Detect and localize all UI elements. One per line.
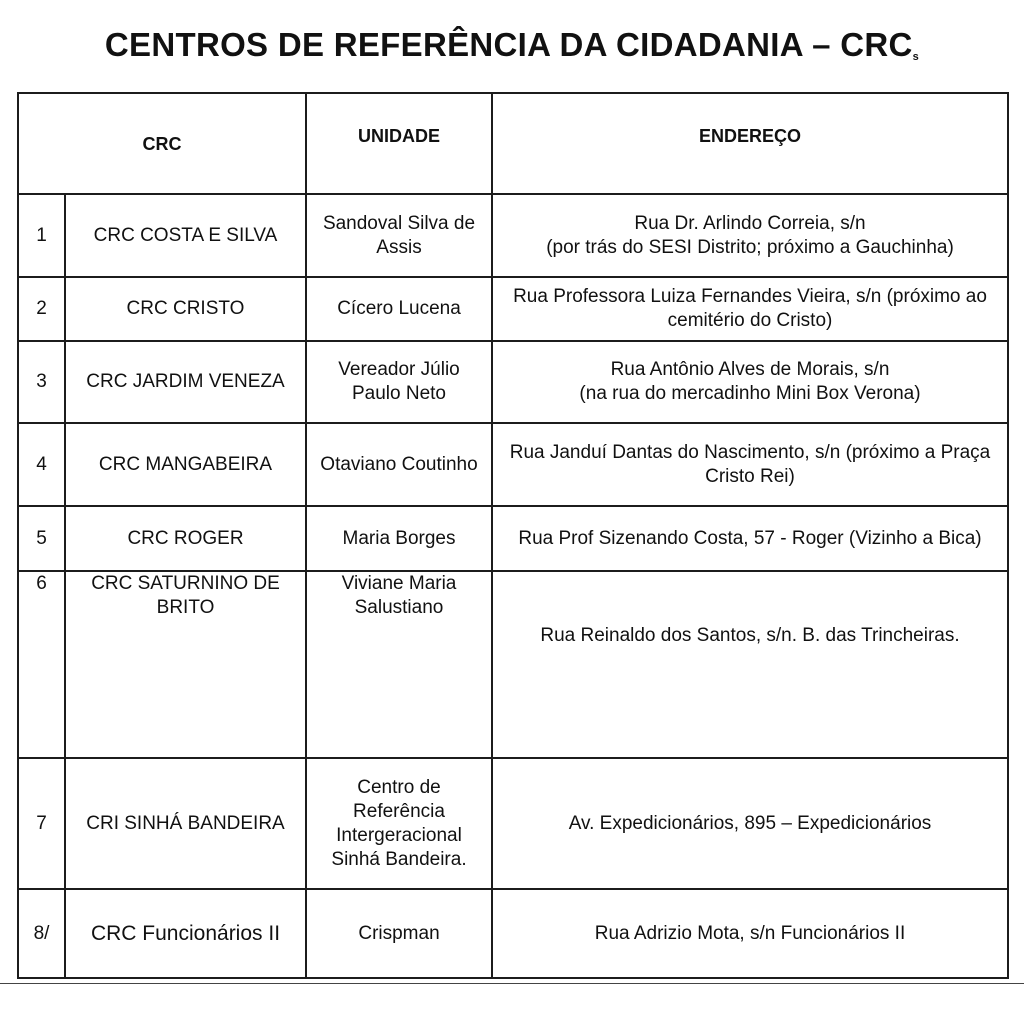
- row-unidade: Crispman: [306, 889, 492, 978]
- crc-table: [17, 92, 1009, 979]
- row-crc: CRC CRISTO: [65, 277, 306, 341]
- row-unidade: Sandoval Silva de Assis: [306, 194, 492, 277]
- table-row: [18, 571, 1008, 758]
- table-row: [18, 889, 1008, 978]
- page-title: CENTROS DE REFERÊNCIA DA CIDADANIA – CRCs: [104, 26, 920, 63]
- row-crc: CRC MANGABEIRA: [65, 423, 306, 506]
- row-crc: CRC Funcionários II: [65, 889, 306, 978]
- row-unidade: Maria Borges: [306, 506, 492, 571]
- row-crc: CRC COSTA E SILVA: [65, 194, 306, 277]
- row-number: 6: [18, 571, 65, 758]
- row-crc: CRC SATURNINO DE BRITO: [65, 571, 306, 758]
- header-unidade: UNIDADE: [306, 93, 492, 194]
- row-number: 4: [18, 423, 65, 506]
- row-endereco: Rua Janduí Dantas do Nascimento, s/n (próximo a Praça Cristo Rei): [492, 423, 1008, 506]
- row-endereco: Rua Antônio Alves de Morais, s/n (na rua do mercadinho Mini Box Verona): [492, 341, 1008, 423]
- row-endereco: Av. Expedicionários, 895 – Expedicionários: [492, 758, 1008, 889]
- row-unidade: Vereador Júlio Paulo Neto: [306, 341, 492, 423]
- table-header-row: [18, 93, 1008, 194]
- table-row: [18, 423, 1008, 506]
- row-endereco: Rua Professora Luiza Fernandes Vieira, s/n (próximo ao cemitério do Cristo): [492, 277, 1008, 341]
- row-endereco: Rua Dr. Arlindo Correia, s/n (por trás do SESI Distrito; próximo a Gauchinha): [492, 194, 1008, 277]
- table-row: [18, 341, 1008, 423]
- row-endereco: Rua Reinaldo dos Santos, s/n. B. das Trincheiras.: [492, 571, 1008, 758]
- row-number: 1: [18, 194, 65, 277]
- row-number: 8/: [18, 889, 65, 978]
- header-endereco: ENDEREÇO: [492, 93, 1008, 194]
- row-endereco: Rua Prof Sizenando Costa, 57 - Roger (Vizinho a Bica): [492, 506, 1008, 571]
- row-number: 7: [18, 758, 65, 889]
- row-unidade: Centro de Referência Intergeracional Sinhá Bandeira.: [306, 758, 492, 889]
- table-row: [18, 758, 1008, 889]
- row-number: 5: [18, 506, 65, 571]
- row-crc: CRC JARDIM VENEZA: [65, 341, 306, 423]
- row-number: 3: [18, 341, 65, 423]
- header-crc: CRC: [18, 93, 306, 194]
- row-crc: CRC ROGER: [65, 506, 306, 571]
- row-crc: CRI SINHÁ BANDEIRA: [65, 758, 306, 889]
- table-row: [18, 194, 1008, 277]
- row-number: 2: [18, 277, 65, 341]
- row-unidade: Otaviano Coutinho: [306, 423, 492, 506]
- row-endereco: Rua Adrizio Mota, s/n Funcionários II: [492, 889, 1008, 978]
- table-row: [18, 277, 1008, 341]
- row-unidade: Viviane Maria Salustiano: [306, 571, 492, 758]
- title-subscript: s: [912, 51, 920, 63]
- table-row: [18, 506, 1008, 571]
- bottom-divider: [0, 983, 1024, 984]
- row-unidade: Cícero Lucena: [306, 277, 492, 341]
